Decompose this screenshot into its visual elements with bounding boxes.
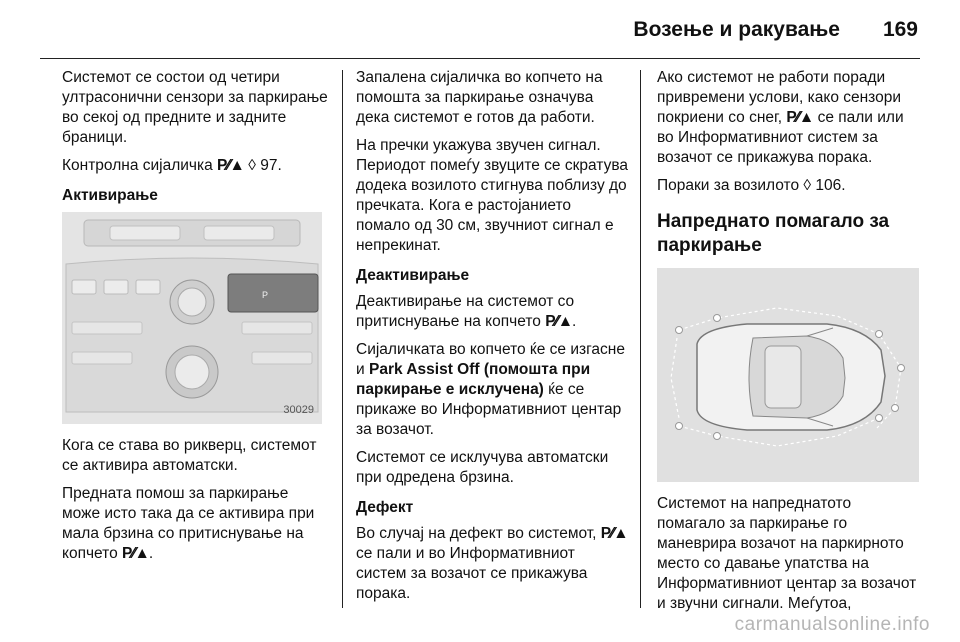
- car-sensors-figure: [657, 268, 919, 482]
- header-title: Возење и ракување: [633, 18, 840, 41]
- page-number: 169: [882, 18, 918, 41]
- lit-lamp-paragraph: Запалена сијаличка во копчето на помошта за паркирање означува дека системот е готов да работи.: [356, 69, 603, 126]
- weather-paragraph: Ако системот не работи поради привремени услови, како сензори покриени со снег, P⁄⁄▲ се пали или во Информативниот систем за возачот се прикажува порака.: [657, 69, 904, 166]
- park-assist-icon: P⁄⁄▲: [786, 109, 814, 126]
- column-divider: [342, 70, 343, 608]
- page-ref-icon: ◊: [803, 177, 812, 194]
- column-2: [356, 68, 628, 612]
- lamp-off-paragraph: Сијаличката во копчето ќе се изгасне и Park Assist Off (помошта при паркирање е исклучена) ќе се прикаже во Информативниот центар за возачот.: [356, 341, 625, 438]
- svg-text:P: P: [262, 290, 269, 300]
- speed-paragraph: Системот се исклучува автоматски при одредена брзина.: [356, 449, 609, 486]
- park-assist-off-message: Park Assist Off (помошта при паркирање е исклучена): [356, 361, 591, 398]
- heading-deactivation: Деактивирање: [356, 267, 470, 284]
- front-activation-paragraph: Предната помош за паркирање може исто така да се активира при мала брзина со притиснување на копчето P⁄⁄▲.: [62, 485, 315, 562]
- column-divider: [640, 70, 641, 608]
- obstacle-paragraph: На пречки укажува звучен сигнал. Периодот помеѓу звуците се скратува додека возилото стигнува поблизу до пречката. Кога е растојанието помало од 30 см, звучниот сигнал е непрекинат.: [356, 137, 628, 254]
- page-ref-link[interactable]: 97.: [260, 157, 282, 174]
- reverse-paragraph: Кога се става во рикверц, системот се активира автоматски.: [62, 437, 317, 474]
- messages-line: Пораки за возилото ◊ 106.: [657, 177, 846, 194]
- park-assist-icon: P⁄⁄▲: [122, 545, 149, 562]
- column-1: [62, 68, 330, 572]
- park-assist-icon: P⁄⁄▲: [600, 525, 628, 542]
- car-sensors-illustration: [657, 268, 919, 482]
- heading-fault: Дефект: [356, 499, 414, 516]
- heading-activation: Активирање: [62, 187, 158, 204]
- advanced-paragraph: Системот на напреднатото помагало за паркирање го маневрира возачот на паркирното место со давање упатства на Информативниот центар за возачот и звучни сигнали. Меѓутоа,: [657, 495, 917, 612]
- page-ref-link[interactable]: 106.: [815, 177, 846, 194]
- page-ref-icon: ◊: [248, 157, 256, 174]
- intro-paragraph: Системот се состои од четири ултрасонични сензори за паркирање во секој од предните и задните браници.: [62, 69, 328, 146]
- section-heading-advanced-park-assist: Напреднато помагало за паркирање: [657, 211, 890, 256]
- fault-paragraph: Во случај на дефект во системот, P⁄⁄▲ се пали и во Информативниот систем за возачот се прикажува порака.: [356, 525, 628, 602]
- page-header: [0, 0, 960, 58]
- column-3: [657, 68, 923, 622]
- header-rule: [40, 58, 920, 59]
- park-assist-icon: P⁄⁄▲: [545, 313, 573, 330]
- indicator-line: Контролна сијаличка P⁄⁄▲ ◊ 97.: [62, 157, 282, 174]
- figure-number: 30029: [283, 404, 314, 416]
- park-assist-icon: P⁄⁄▲: [217, 157, 244, 174]
- deactivation-paragraph: Деактивирање на системот со притиснување на копчето P⁄⁄▲.: [356, 293, 577, 330]
- control-panel-illustration: [62, 212, 322, 424]
- watermark: carmanualsonline.info: [734, 614, 930, 635]
- control-panel-figure: [62, 212, 322, 424]
